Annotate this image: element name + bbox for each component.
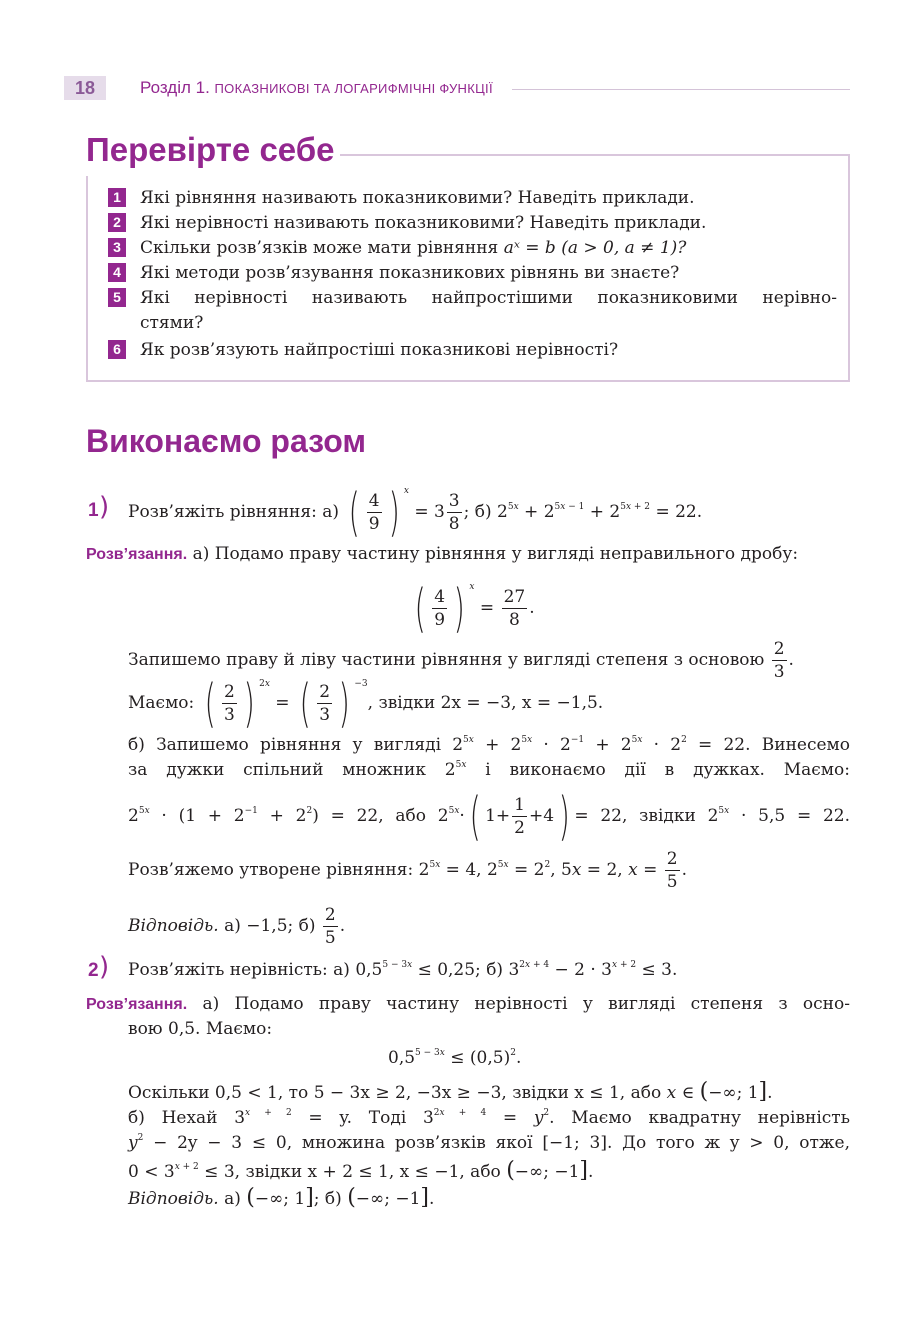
question-formula: aˣ = b (a > 0, a ≠ 1)? bbox=[503, 238, 687, 258]
solution-text: · (1 + 2 bbox=[161, 806, 245, 826]
example-bracket-icon: ) bbox=[99, 952, 110, 982]
solution-line: за дужки спільний множник $2^{5x}$ і виконаємо дії в дужках. Маємо: bbox=[128, 760, 850, 780]
solution-text: , звідки 2x = −3, x = −1,5. bbox=[367, 693, 604, 713]
question-text bbox=[140, 236, 686, 260]
task-text: ; б) 2 bbox=[463, 502, 508, 522]
example-bracket-icon: ) bbox=[99, 492, 110, 522]
answer-text: а) bbox=[224, 1189, 241, 1209]
chapter-title: ПОКАЗНИКОВІ ТА ЛОГАРИФМІЧНІ ФУНКЦІЇ bbox=[214, 81, 493, 96]
solution-text: ≤ 3, звідки x + 2 ≤ 1, x ≤ −1, або bbox=[204, 1162, 501, 1182]
solution-text: · 5,5 = 22. bbox=[741, 806, 850, 826]
solution-line: Розв’яжемо утворене рівняння: $2^{5x} = 4$, $2^{5x} = 2^2$, 5x = 2, x = $\frac{2}{5}$ . bbox=[128, 849, 687, 892]
solution-text: а) Подамо праву частину рівняння у вигляді неправильного дробу: bbox=[192, 544, 799, 564]
solution-line: $y^2 - 2y - 3 \le 0$, множина розв’язків якої [−1; 3]. До того ж y > 0, отже, bbox=[128, 1133, 850, 1153]
question-text: Як розв’язують найпростіші показникові нерівності? bbox=[140, 340, 619, 360]
solution-line: $2^{5x} \cdot (1 + 2^{-1} + 2^2) = 22$, або $2^{5x}\cdot$( 1+ $\frac{1}{2}$ +4) = 22, звідки $2^{5x} \cdot 5,5 = 22$. bbox=[128, 786, 850, 847]
solution-text: + 2 bbox=[269, 806, 307, 826]
question-number: 5 bbox=[108, 288, 126, 307]
task-text: Розв’яжіть рівняння: а) bbox=[128, 502, 340, 522]
formula-display: $0,5^{5 - 3x} \le (0,5)^2$. bbox=[388, 1048, 522, 1068]
example-number: 1 bbox=[88, 500, 99, 521]
solution-line bbox=[86, 542, 798, 567]
solution-text: − 2y − 3 ≤ 0, множина розв’язків якої [−1; 3]. До того ж y > 0, отже, bbox=[153, 1133, 850, 1153]
chapter-heading bbox=[140, 78, 493, 98]
answer-label: Відповідь. bbox=[128, 1189, 219, 1209]
solution-text: Розв’яжемо утворене рівняння: bbox=[128, 860, 414, 880]
question-text: Які нерівності називають найпростішими показниковими нерівно- bbox=[140, 288, 837, 308]
answer-line: Відповідь. а) (−∞; 1]; б) (−∞; −1]. bbox=[128, 1185, 435, 1210]
question-number: 2 bbox=[108, 213, 126, 232]
solution-text: = y. Тоді bbox=[308, 1108, 407, 1128]
example-number: 2 bbox=[88, 960, 99, 981]
answer-text: а) −1,5; б) bbox=[224, 916, 316, 936]
example-task: Розв’яжіть рівняння: а) ( $\frac{4}{9}$ ) $^x$ = 3 $\frac{3}{8}$ ; б) $2^{5x} + 2^{5x - 1} + 2^{5x + 2} = 22$. bbox=[128, 482, 703, 543]
solution-text: б) Запишемо рівняння у вигляді bbox=[128, 735, 442, 755]
solution-line: вою 0,5. Маємо: bbox=[128, 1019, 273, 1039]
solution-line: Оскільки 0,5 < 1, то 5 − 3x ≥ 2, −3x ≥ −3, звідки x ≤ 1, або x ∈ (−∞; 1]. bbox=[128, 1079, 773, 1104]
task-text: ≤ 3. bbox=[641, 960, 678, 980]
solution-text: за дужки спільний множник bbox=[128, 760, 426, 780]
together-title: Виконаємо разом bbox=[86, 423, 367, 459]
answer-label: Відповідь. bbox=[128, 916, 219, 936]
task-text: = 22. bbox=[655, 502, 703, 522]
solution-label: Розв’язання. bbox=[86, 546, 188, 563]
solution-label: Розв’язання. bbox=[86, 996, 188, 1013]
example-task: Розв’яжіть нерівність: а) $0,5^{5 - 3x} \le 0,25$; б) $3^{2x + 4} - 2 \cdot 3^{x + 2} \le 3$. bbox=[128, 960, 678, 980]
question-text: Які методи розв’язування показникових рівнянь ви знаєте? bbox=[140, 263, 680, 283]
solution-text: б) Нехай bbox=[128, 1108, 218, 1128]
task-text: Розв’яжіть нерівність: а) 0,5 bbox=[128, 960, 383, 980]
question-text-continued: стями? bbox=[140, 313, 204, 333]
question-number: 6 bbox=[108, 340, 126, 359]
question-text: Які нерівності називають показниковими? Наведіть приклади. bbox=[140, 213, 707, 233]
solution-text: Оскільки 0,5 < 1, то 5 − 3x ≥ 2, −3x ≥ −3, звідки x ≤ 1, або bbox=[128, 1083, 662, 1103]
solution-text: = 22. Винесемо bbox=[698, 735, 850, 755]
solution-line: б) Запишемо рівняння у вигляді $2^{5x} + 2^{5x} \cdot 2^{-1} + 2^{5x} \cdot 2^2 = 22$. Винесемо bbox=[128, 735, 850, 755]
question-text: Які рівняння називають показниковими? Наведіть приклади. bbox=[140, 188, 695, 208]
question-text-part: Скільки розв’язків може мати рівняння bbox=[140, 238, 499, 258]
solution-text: = 22, звідки bbox=[574, 806, 696, 826]
formula-display: ( $\frac{4}{9}$ ) $^x$ = $\frac{27}{8}$ . bbox=[414, 578, 535, 639]
solution-text: і виконаємо дії в дужках. Маємо: bbox=[485, 760, 850, 780]
answer-line: Відповідь. а) −1,5; б) $\frac{2}{5}$ . bbox=[128, 905, 346, 948]
solution-text: Маємо квадратну нерівність bbox=[571, 1108, 850, 1128]
page-number: 18 bbox=[64, 76, 106, 100]
task-text: ≤ 0,25; б) 3 bbox=[417, 960, 520, 980]
solution-text: ) = 22, або bbox=[312, 806, 426, 826]
solution-line: Маємо: ( $\frac{2}{3}$ ) $^{2x}$ = ( $\frac{2}{3}$ ) $^{-3}$, звідки 2x = −3, x = −1,5. bbox=[128, 673, 604, 734]
solution-text: Маємо: bbox=[128, 693, 195, 713]
solution-line: Запишемо праву й ліву частини рівняння у вигляді степеня з основою $\frac{2}{3}$ . bbox=[128, 639, 794, 682]
solution-line: б) Нехай $3^{x + 2} = y$. Тоді $3^{2x + 4} = y^2$. Маємо квадратну нерівність bbox=[128, 1108, 850, 1128]
question-number: 4 bbox=[108, 263, 126, 282]
solution-line bbox=[86, 992, 850, 1017]
check-yourself-title: Перевірте себе bbox=[86, 131, 335, 168]
question-number: 3 bbox=[108, 238, 126, 257]
solution-text: Запишемо праву й ліву частини рівняння у вигляді степеня з основою bbox=[128, 650, 765, 670]
header-rule bbox=[512, 89, 850, 90]
question-number: 1 bbox=[108, 188, 126, 207]
solution-text: а) Подамо праву частину нерівності у вигляді степеня з осно- bbox=[202, 994, 850, 1014]
solution-line: $0 < 3^{x + 2} \le 3$, звідки x + 2 ≤ 1, x ≤ −1, або (−∞; −1]. bbox=[128, 1158, 594, 1183]
chapter-prefix: Розділ 1. bbox=[140, 78, 210, 97]
